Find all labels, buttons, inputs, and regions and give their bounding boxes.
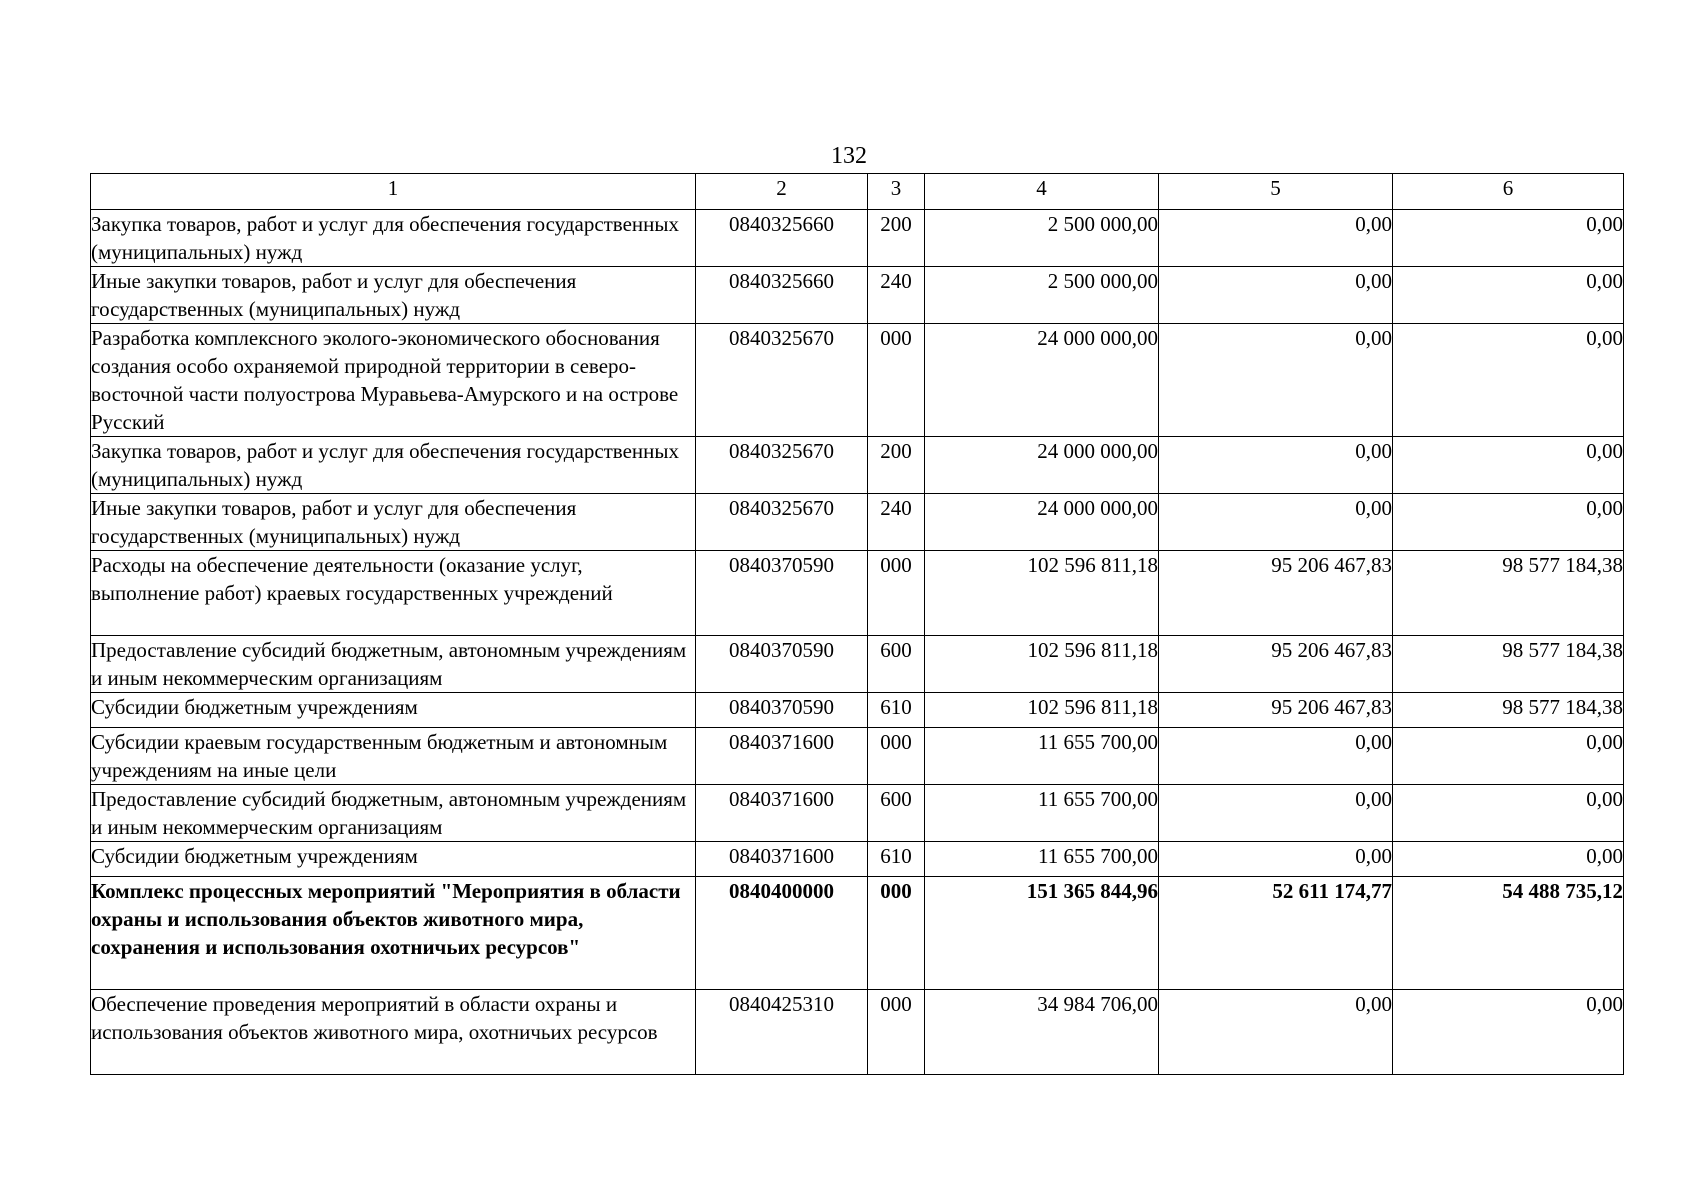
row-value-col5-cell: 95 206 467,83 [1159, 693, 1393, 728]
row-value-col4-cell: 11 655 700,00 [925, 728, 1159, 785]
row-name-cell: Расходы на обеспечение деятельности (оказание услуг, выполнение работ) краевых государственных учреждений [91, 551, 696, 636]
row-value-col4-cell: 34 984 706,00 [925, 990, 1159, 1075]
row-name-cell: Субсидии бюджетным учреждениям [91, 842, 696, 877]
table-row [91, 324, 1624, 437]
row-csr-cell: 0840371600 [696, 842, 868, 877]
row-vr-cell: 000 [868, 728, 925, 785]
row-name-cell: Иные закупки товаров, работ и услуг для обеспечения государственных (муниципальных) нужд [91, 267, 696, 324]
row-name-cell: Субсидии бюджетным учреждениям [91, 693, 696, 728]
table-row [91, 877, 1624, 990]
row-value-col5-cell: 95 206 467,83 [1159, 636, 1393, 693]
row-value-col5-cell: 52 611 174,77 [1159, 877, 1393, 990]
table-row [91, 551, 1624, 636]
row-csr-cell: 0840370590 [696, 551, 868, 636]
row-vr-cell: 000 [868, 877, 925, 990]
table-row [91, 210, 1624, 267]
row-name-cell: Закупка товаров, работ и услуг для обеспечения государственных (муниципальных) нужд [91, 210, 696, 267]
row-csr-cell: 0840370590 [696, 636, 868, 693]
row-csr-cell: 0840325670 [696, 494, 868, 551]
column-header: 3 [868, 174, 925, 210]
row-value-col6-cell: 0,00 [1393, 437, 1624, 494]
row-value-col4-cell: 2 500 000,00 [925, 210, 1159, 267]
row-value-col5-cell: 95 206 467,83 [1159, 551, 1393, 636]
row-value-col4-cell: 24 000 000,00 [925, 494, 1159, 551]
row-vr-cell: 000 [868, 551, 925, 636]
row-value-col6-cell: 0,00 [1393, 494, 1624, 551]
row-value-col4-cell: 102 596 811,18 [925, 551, 1159, 636]
table-row [91, 785, 1624, 842]
row-name-cell: Предоставление субсидий бюджетным, автономным учреждениям и иным некоммерческим организациям [91, 636, 696, 693]
table-row [91, 494, 1624, 551]
row-value-col6-cell: 0,00 [1393, 267, 1624, 324]
budget-table [90, 173, 1624, 1075]
row-name-cell: Закупка товаров, работ и услуг для обеспечения государственных (муниципальных) нужд [91, 437, 696, 494]
row-csr-cell: 0840325660 [696, 267, 868, 324]
row-value-col5-cell: 0,00 [1159, 494, 1393, 551]
row-value-col5-cell: 0,00 [1159, 990, 1393, 1075]
header-row [91, 174, 1624, 210]
row-value-col6-cell: 0,00 [1393, 990, 1624, 1075]
row-csr-cell: 0840370590 [696, 693, 868, 728]
row-value-col5-cell: 0,00 [1159, 210, 1393, 267]
page-number: 132 [831, 143, 867, 169]
row-name-cell: Предоставление субсидий бюджетным, автономным учреждениям и иным некоммерческим организациям [91, 785, 696, 842]
row-value-col5-cell: 0,00 [1159, 437, 1393, 494]
row-value-col6-cell: 0,00 [1393, 842, 1624, 877]
column-header: 5 [1159, 174, 1393, 210]
row-value-col6-cell: 0,00 [1393, 324, 1624, 437]
row-vr-cell: 000 [868, 324, 925, 437]
column-header: 4 [925, 174, 1159, 210]
row-vr-cell: 200 [868, 210, 925, 267]
row-csr-cell: 0840325660 [696, 210, 868, 267]
table-row [91, 728, 1624, 785]
row-value-col6-cell: 98 577 184,38 [1393, 636, 1624, 693]
table-row [91, 990, 1624, 1075]
row-csr-cell: 0840371600 [696, 728, 868, 785]
row-vr-cell: 600 [868, 636, 925, 693]
row-value-col5-cell: 0,00 [1159, 842, 1393, 877]
row-value-col6-cell: 0,00 [1393, 210, 1624, 267]
row-value-col6-cell: 98 577 184,38 [1393, 693, 1624, 728]
column-header: 2 [696, 174, 868, 210]
row-name-cell: Комплекс процессных мероприятий "Мероприятия в области охраны и использования объектов животного мира, сохранения и использования охотничьих ресурсов" [91, 877, 696, 990]
row-name-cell: Обеспечение проведения мероприятий в области охраны и использования объектов животного мира, охотничьих ресурсов [91, 990, 696, 1075]
column-header: 6 [1393, 174, 1624, 210]
table-row [91, 267, 1624, 324]
row-csr-cell: 0840400000 [696, 877, 868, 990]
row-value-col4-cell: 151 365 844,96 [925, 877, 1159, 990]
row-vr-cell: 610 [868, 693, 925, 728]
row-name-cell: Иные закупки товаров, работ и услуг для обеспечения государственных (муниципальных) нужд [91, 494, 696, 551]
row-name-cell: Разработка комплексного эколого-экономического обоснования создания особо охраняемой природной территории в северо-восточной части полуострова Муравьева-Амурского и на острове Русский [91, 324, 696, 437]
row-value-col6-cell: 98 577 184,38 [1393, 551, 1624, 636]
column-header: 1 [91, 174, 696, 210]
row-value-col5-cell: 0,00 [1159, 267, 1393, 324]
row-csr-cell: 0840371600 [696, 785, 868, 842]
row-vr-cell: 000 [868, 990, 925, 1075]
row-csr-cell: 0840425310 [696, 990, 868, 1075]
row-vr-cell: 200 [868, 437, 925, 494]
table-row [91, 437, 1624, 494]
row-value-col6-cell: 0,00 [1393, 728, 1624, 785]
row-name-cell: Субсидии краевым государственным бюджетным и автономным учреждениям на иные цели [91, 728, 696, 785]
row-value-col4-cell: 102 596 811,18 [925, 693, 1159, 728]
row-csr-cell: 0840325670 [696, 437, 868, 494]
row-vr-cell: 240 [868, 494, 925, 551]
table-row [91, 636, 1624, 693]
row-value-col4-cell: 102 596 811,18 [925, 636, 1159, 693]
row-value-col4-cell: 11 655 700,00 [925, 842, 1159, 877]
row-value-col5-cell: 0,00 [1159, 324, 1393, 437]
row-value-col4-cell: 11 655 700,00 [925, 785, 1159, 842]
row-value-col5-cell: 0,00 [1159, 728, 1393, 785]
row-vr-cell: 240 [868, 267, 925, 324]
row-vr-cell: 600 [868, 785, 925, 842]
row-value-col6-cell: 0,00 [1393, 785, 1624, 842]
row-vr-cell: 610 [868, 842, 925, 877]
table-row [91, 693, 1624, 728]
table-row [91, 842, 1624, 877]
row-value-col5-cell: 0,00 [1159, 785, 1393, 842]
row-value-col4-cell: 24 000 000,00 [925, 324, 1159, 437]
row-value-col4-cell: 24 000 000,00 [925, 437, 1159, 494]
row-value-col6-cell: 54 488 735,12 [1393, 877, 1624, 990]
row-csr-cell: 0840325670 [696, 324, 868, 437]
row-value-col4-cell: 2 500 000,00 [925, 267, 1159, 324]
budget-table-body [91, 174, 1624, 1075]
